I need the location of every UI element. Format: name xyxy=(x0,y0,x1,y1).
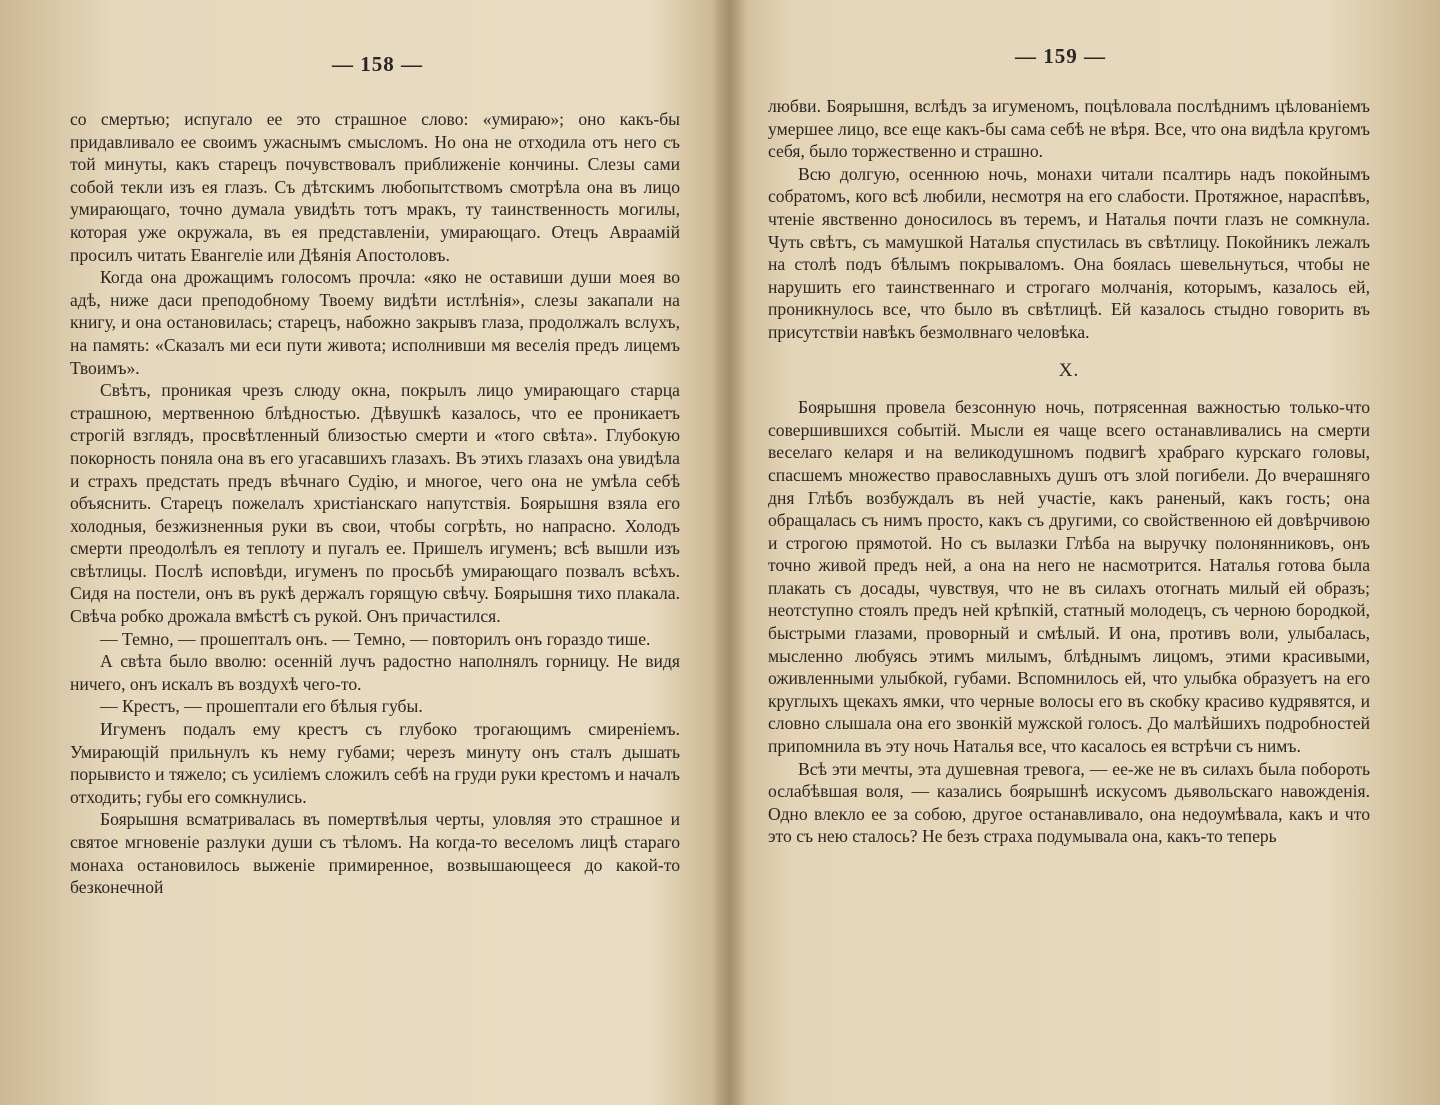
paragraph: Когда она дрожащимъ голосомъ прочла: «яко не оставиши души моея во адѣ, ниже даси преподобному Твоему видѣти истлѣнія», слезы закапали на книгу, и она остановилась; старецъ, набожно закрывъ глаза, продолжалъ вслухъ, на память: «Сказалъ ми еси пути живота; исполнивши мя веселія предъ лицемъ Твоимъ». xyxy=(70,267,680,378)
page-number-left: — 158 — xyxy=(332,52,423,76)
paragraph: Боярышня всматривалась въ помертвѣлыя черты, уловляя это страшное и святое мгновеніе разлуки души съ тѣломъ. На когда-то веселомъ лицѣ стараго монаха остановилось выженіе примиренное, возвышающееся до какой-то безконечной xyxy=(70,809,680,898)
paragraph: А свѣта было вволю: осенній лучъ радостно наполнялъ горницу. Не видя ничего, онъ искалъ въ воздухѣ чего-то. xyxy=(70,651,680,694)
paragraph: Всѣ эти мечты, эта душевная тревога, — ее-же не въ силахъ была побороть ослабѣвшая воля, — казались боярышнѣ искусомъ дьявольскаго навожденія. Одно влекло ее за собою, другое останавливало, она недоумѣвала, какъ и что это съ нею сталось? Не безъ страха подумывала она, какъ-то теперь xyxy=(768,758,1370,847)
paragraph: Игуменъ подалъ ему крестъ съ глубоко трогающимъ смиреніемъ. Умирающій прильнулъ къ нему губами; черезъ минуту онъ сталъ дышать порывисто и тяжело; съ усиліемъ сложилъ себѣ на груди руки крестомъ и началъ отходить; губы его сомкнулись. xyxy=(70,719,680,807)
right-page-text xyxy=(768,95,1370,848)
paragraph: Свѣтъ, проникая чрезъ слюду окна, покрылъ лицо умирающаго старца страшною, мертвенною блѣдностью. Дѣвушкѣ казалось, что ее проникаетъ строгій взглядъ, просвѣтленный близостью смерти и «того свѣта». Глубокую покорность поняла она въ его угасавшихъ глазахъ. Въ этихъ глазахъ она увидѣла и страхъ предстать предъ вѣчнаго Судію, и многое, чего она не умѣла себѣ объяснить. Старецъ пожелалъ христіанскаго напутствія. Боярышня взяла его холодныя, безжизненныя руки въ свои, чтобы согрѣть, но напрасно. Холодъ смерти преодолѣлъ ея теплоту и пугалъ ее. Пришелъ игуменъ; всѣ вышли изъ свѣтлицы. Послѣ исповѣди, игуменъ по просьбѣ умирающаго позвалъ всѣхъ. Сидя на постели, онъ въ рукѣ держалъ горящую свѣчу. Боярышня тихо плакала. Свѣча робко дрожала вмѣстѣ съ рукой. Онъ причастился. xyxy=(70,380,680,627)
paragraph: Всю долгую, осеннюю ночь, монахи читали псалтирь надъ покойнымъ собратомъ, кого всѣ любили, несмотря на его слабости. Протяжное, нараспѣвъ, чтеніе явственно доносилось въ теремъ, и Наталья почти глазъ не сомкнула. Чуть свѣтъ, съ мамушкой Наталья спустилась въ свѣтлицу. Покойникъ лежалъ на столѣ подъ бѣлымъ покрываломъ. Она боялась шевельнуться, чтобы не нарушить его таинственнаго и строгаго молчанія, которымъ, казалось ей, проникнулось все, что было въ свѣтлицѣ. Ей казалось стыдно говорить въ присутствіи навѣкъ безмолвнаго человѣка. xyxy=(768,163,1370,342)
chapter-heading: X. xyxy=(1058,359,1080,381)
left-page-text xyxy=(70,108,680,899)
paragraph: любви. Боярышня, вслѣдъ за игуменомъ, поцѣловала послѣднимъ цѣлованіемъ умершее лицо, все еще какъ-бы сама себѣ не вѣря. Все, что она видѣла кругомъ себя, было торжественно и страшно. xyxy=(768,96,1370,162)
paragraph: — Крестъ, — прошептали его бѣлыя губы. xyxy=(100,696,423,717)
right-page xyxy=(740,0,1440,1105)
paragraph: со смертью; испугало ее это страшное слово: «умираю»; оно какъ-бы придавливало ее своимъ ужаснымъ смысломъ. Но она не отходила отъ него съ той минуты, какъ старецъ почувствовалъ приближеніе кончины. Слезы сами собой текли изъ ея глазъ. Съ дѣтскимъ любопытствомъ смотрѣла она въ лицо умирающаго, точно думала увидѣть тотъ мракъ, ту таинственность могилы, которая уже окружала, въ ея представленіи, умирающаго. Отецъ Авраамій просилъ читать Евангеліе или Дѣянія Апостоловъ. xyxy=(70,109,680,265)
paragraph: Боярышня провела безсонную ночь, потрясенная важностью только-что совершившихся событій. Мысли ея чаще всего останавливались на смерти веселаго келаря и на великодушномъ подвигѣ храбраго курскаго головы, спасшемъ множество православныхъ душъ отъ злой погибели. До вчерашняго дня Глѣбъ возбуждалъ въ ней участіе, какъ раненый, какъ гость; она обращалась съ нимъ просто, какъ съ другими, со свойственною ей довѣрчивою и строгою прямотой. Но съ вылазки Глѣба на выручку полонянниковъ, онъ точно живой предъ ней, а она на него не насмотрится. Наталья готова была плакать съ досады, чувствуя, что не въ силахъ отогнать милый ей образъ; неотступно стоялъ предъ ней крѣпкій, статный молодецъ, съ черною бородкой, быстрыми глазами, проворный и смѣлый. И она, противъ воли, улыбалась, мысленно любуясь этимъ милымъ, блѣднымъ лицомъ, этими красивыми, оживленными улыбкой, губами. Вспомнилось ей, что улыбка образуетъ на его круглыхъ щекахъ ямки, что черные волосы его въ скобку красиво кудрявятся, и словно слышала она его звонкій мужской голосъ. До малѣйшихъ подробностей припомнила въ эту ночь Наталья все, что касалось ея встрѣчи съ нимъ. xyxy=(768,397,1370,757)
page-number-right: — 159 — xyxy=(1015,44,1106,68)
paragraph: — Темно, — прошепталъ онъ. — Темно, — повторилъ онъ гораздо тише. xyxy=(100,628,651,649)
